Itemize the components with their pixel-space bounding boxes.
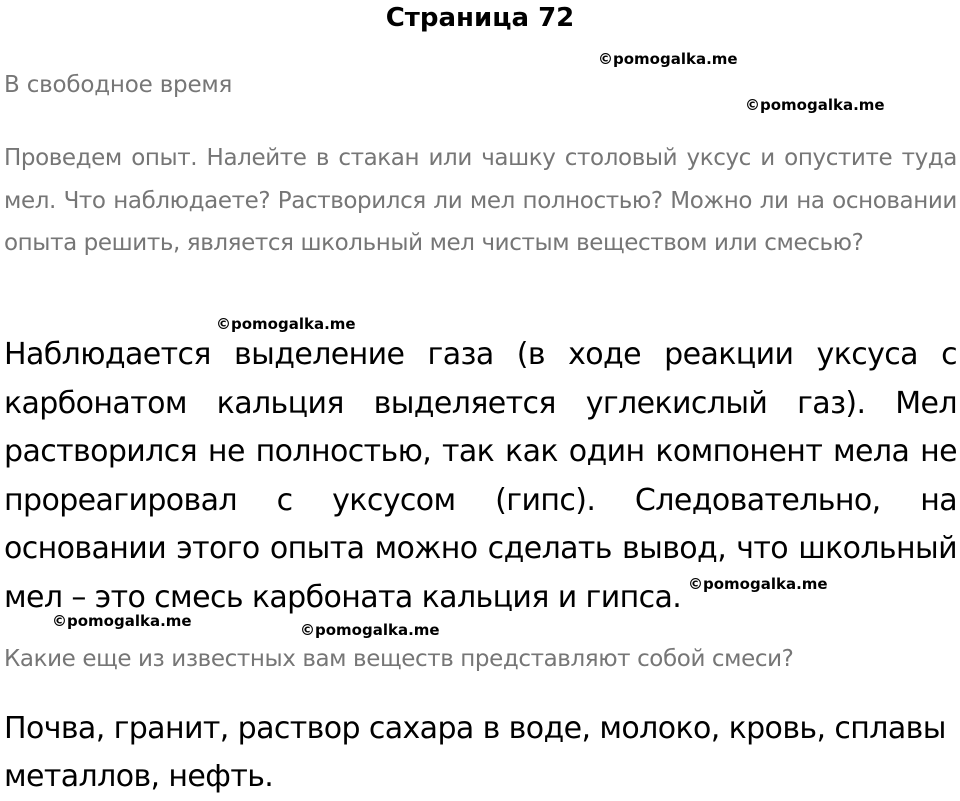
question-text: Какие еще из известных вам веществ представляют собой смеси? xyxy=(4,646,794,672)
section-title: В свободное время xyxy=(4,72,233,98)
watermark: ©pomogalka.me xyxy=(688,575,828,593)
watermark: ©pomogalka.me xyxy=(598,50,738,68)
watermark: ©pomogalka.me xyxy=(52,612,192,630)
watermark: ©pomogalka.me xyxy=(216,315,356,333)
page-title: Страница 72 xyxy=(385,3,575,33)
task-text: Проведем опыт. Налейте в стакан или чашку столовый уксус и опустите туда мел. Что наблюдаете? Растворился ли мел полностью? Можно ли на основании опыта решить, является школьный мел чистым веществом или смесью? xyxy=(4,145,957,256)
answer-text: Наблюдается выделение газа (в ходе реакции уксуса с карбонатом кальция выделяется углекислый газ). Мел растворился не полностью, так как один компонент мела не прореагировал с уксусом (гипс). Следовательно, на основании этого опыта можно сделать вывод, что школьный мел – это смесь карбоната кальция и гипса. xyxy=(4,337,957,615)
watermark: ©pomogalka.me xyxy=(300,621,440,639)
second-answer-text: Почва, гранит, раствор сахара в воде, молоко, кровь, сплавы металлов, нефть. xyxy=(4,711,946,794)
watermark: ©pomogalka.me xyxy=(745,96,885,114)
